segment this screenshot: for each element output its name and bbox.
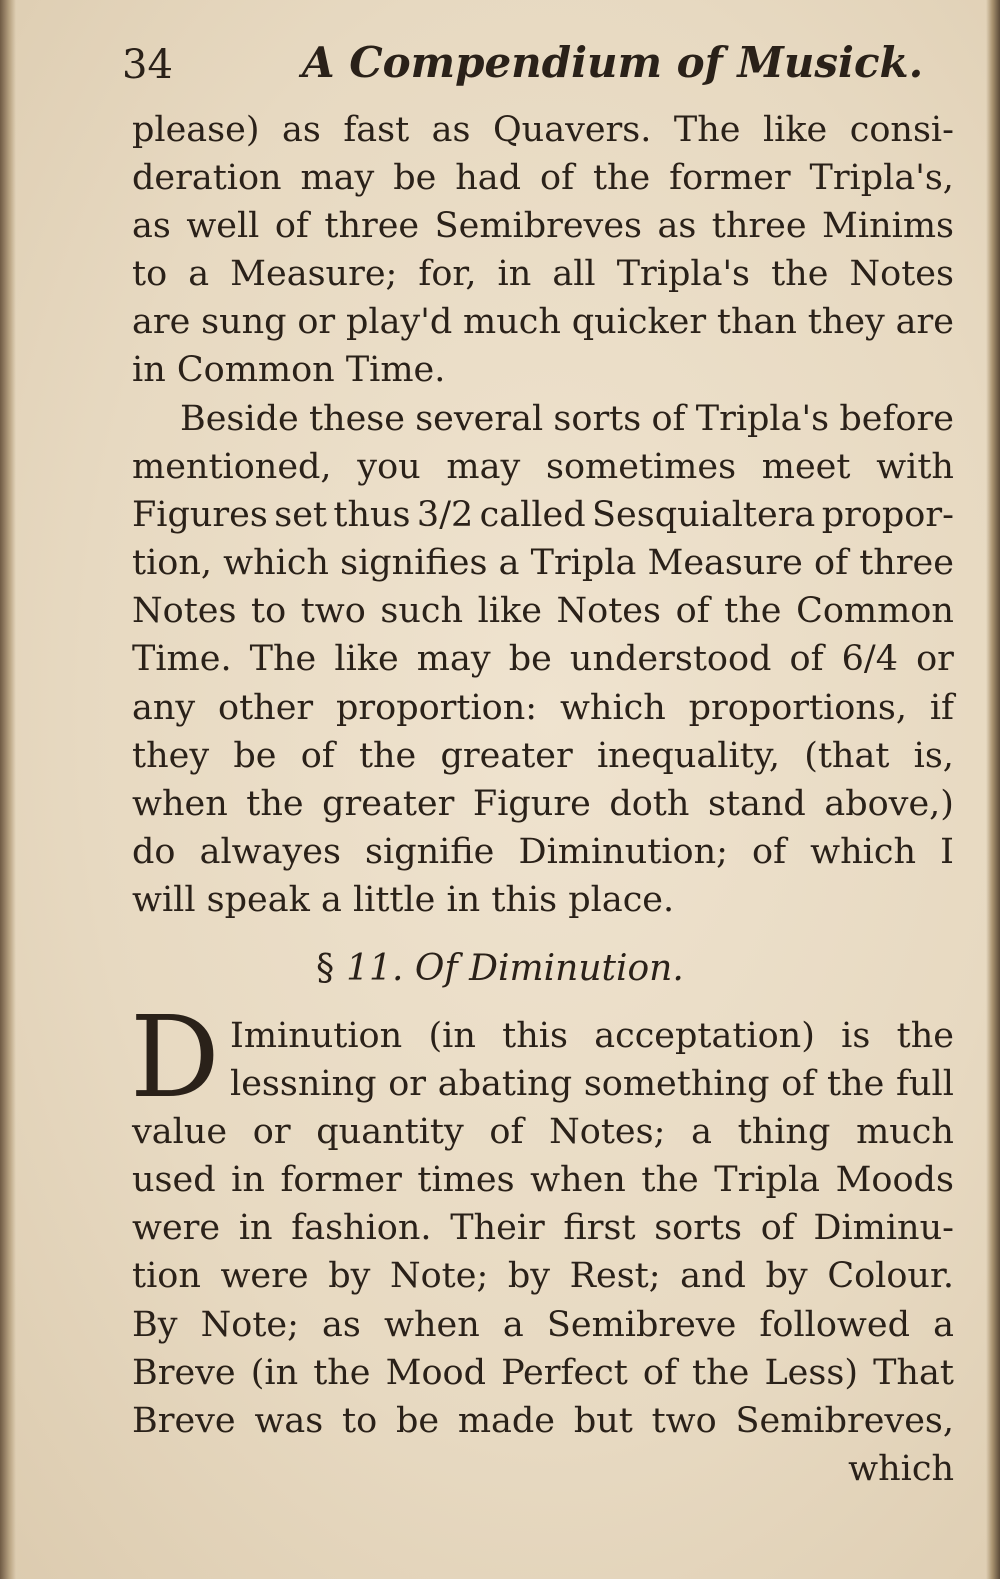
paragraph-3 bbox=[132, 1012, 954, 1493]
text-line: deration may be had of the former Tripla's, bbox=[132, 158, 954, 199]
catchword: which bbox=[848, 1448, 954, 1489]
text-line: By Note; as when a Semibreve followed a bbox=[132, 1304, 954, 1345]
text-line: mentioned, you may sometimes meet with bbox=[132, 447, 954, 488]
text-line: Time. The like may be understood of 6/4 or bbox=[132, 639, 954, 680]
text-line: used in former times when the Tripla Moods bbox=[132, 1160, 954, 1201]
text-line: to a Measure; for, in all Tripla's the Notes bbox=[132, 254, 954, 295]
text-line: please) as fast as Quavers. The like consi- bbox=[132, 110, 954, 150]
page-header bbox=[122, 38, 962, 100]
text-line: Beside these several sorts of Tripla's before bbox=[180, 399, 954, 439]
text-line: tion were by Note; by Rest; and by Colour. bbox=[132, 1256, 954, 1297]
text-line: do alwayes signifie Diminution; of which I bbox=[132, 831, 954, 872]
text-line: were in fashion. Their first sorts of Diminu- bbox=[132, 1208, 954, 1249]
text-line: are sung or play'd much quicker than they are bbox=[132, 302, 954, 343]
paragraph-1 bbox=[132, 106, 954, 395]
text-line: Iminution (in this acceptation) is the bbox=[230, 1016, 954, 1056]
text-line: as well of three Semibreves as three Minims bbox=[132, 206, 954, 247]
text-line: will speak a little in this place. bbox=[132, 879, 675, 920]
text-line: when the greater Figure doth stand above,) bbox=[132, 783, 954, 824]
text-line: value or quantity of Notes; a thing much bbox=[132, 1112, 954, 1153]
section-symbol: § bbox=[316, 948, 335, 989]
text-line: Figures set thus 3/2 called Sesquialtera propor- bbox=[132, 495, 954, 536]
text-line: in Common Time. bbox=[132, 350, 446, 391]
text-line: any other proportion: which proportions, if bbox=[132, 687, 954, 728]
text-line: they be of the greater inequality, (that is, bbox=[132, 735, 954, 776]
paragraph-2 bbox=[132, 395, 954, 924]
page-gutter-shadow bbox=[0, 0, 16, 1579]
drop-cap: D bbox=[130, 993, 220, 1123]
text-line: lessning or abating something of the full bbox=[230, 1064, 954, 1105]
text-line: tion, which signifies a Tripla Measure of three bbox=[132, 543, 954, 584]
text-line: Breve was to be made but two Semibreves, bbox=[132, 1400, 954, 1441]
section-heading bbox=[0, 948, 1000, 989]
text-line: Notes to two such like Notes of the Common bbox=[132, 591, 954, 632]
text-line: Breve (in the Mood Perfect of the Less) That bbox=[132, 1352, 954, 1393]
running-title: A Compendium of Musick. bbox=[302, 38, 924, 87]
page-edge-shadow bbox=[986, 0, 1000, 1579]
section-title: 11. Of Diminution. bbox=[346, 948, 684, 989]
page-number: 34 bbox=[122, 42, 173, 88]
